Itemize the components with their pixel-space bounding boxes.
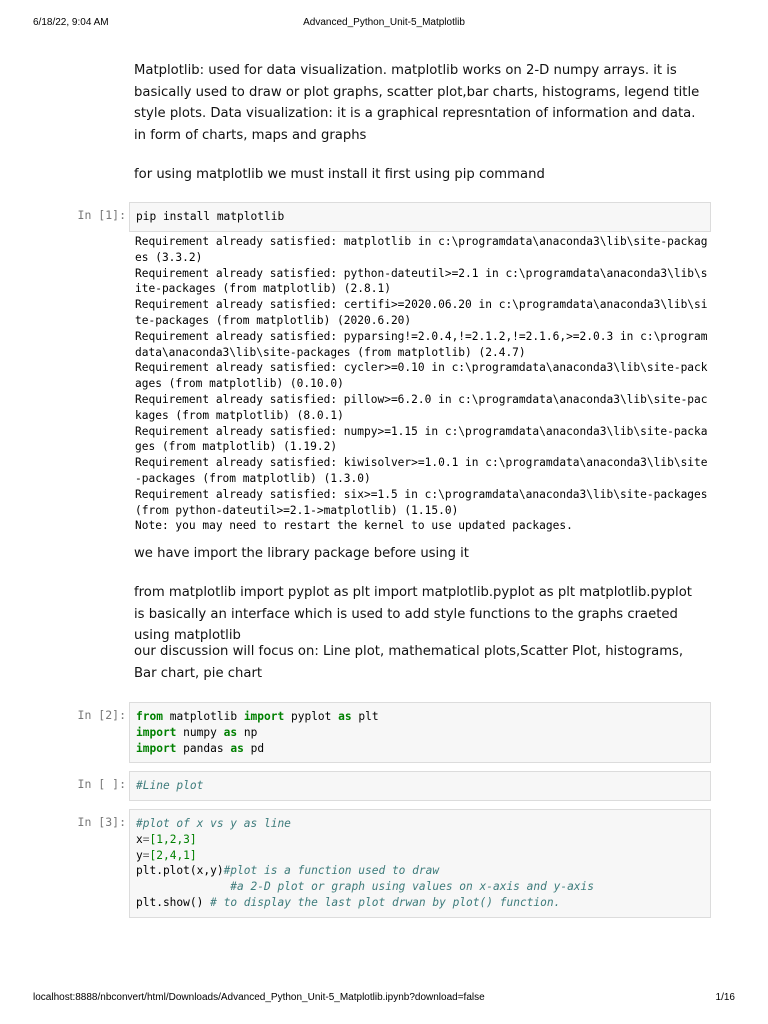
markdown-import-note: we have import the library package before using it [134, 546, 469, 561]
output-line: Requirement already satisfied: kiwisolver>=1.0.1 in c:\programdata\anaconda3\lib\site [135, 456, 708, 470]
output-line: Requirement already satisfied: pyparsing!=2.0.4,!=2.1.2,!=2.1.6,>=2.0.3 in c:\program [135, 329, 708, 343]
print-datetime: 6/18/22, 9:04 AM [33, 17, 109, 28]
output-line: kages (from matplotlib) (8.0.1) [135, 408, 344, 422]
markdown-pyplot-note: from matplotlib import pyplot as plt import matplotlib.pyplot as plt matplotlib.pyplot is basically an interface which is used to add style functions to the graphs craeted using matplotlib [134, 585, 692, 643]
output-line: es (3.3.2) [135, 250, 203, 264]
code-cell-3[interactable]: #Line plot [129, 771, 711, 801]
output-line: Requirement already satisfied: cycler>=0.10 in c:\programdata\anaconda3\lib\site-pack [135, 361, 708, 375]
output-line: Requirement already satisfied: six>=1.5 in c:\programdata\anaconda3\lib\site-packages [135, 487, 708, 501]
print-url: localhost:8888/nbconvert/html/Downloads/Advanced_Python_Unit-5_Matplotlib.ipynb?download=false [33, 992, 485, 1003]
code-text: pip install matplotlib [136, 210, 285, 223]
output-line: Note: you may need to restart the kernel to use updated packages. [135, 519, 573, 533]
cell-prompt-2: In [2]: [77, 708, 126, 722]
cell-prompt-4: In [3]: [77, 815, 126, 829]
output-line: data\anaconda3\lib\site-packages (from matplotlib) (2.4.7) [135, 345, 526, 359]
output-line: (from python-dateutil>=2.1->matplotlib) (1.15.0) [135, 503, 459, 517]
output-line: -packages (from matplotlib) (1.3.0) [135, 471, 371, 485]
code-cell-4[interactable]: #plot of x vs y as line x=[1,2,3] y=[2,4,1] plt.plot(x,y)#plot is a function used to draw #a 2-D plot or graph using values on x-axis and y-axis plt.show() # to display the last plot drwan by plot() function. [129, 809, 711, 918]
markdown-install-note: for using matplotlib we must install it first using pip command [134, 167, 545, 182]
page-number: 1/16 [715, 992, 735, 1003]
markdown-intro: Matplotlib: used for data visualization. matplotlib works on 2-D numpy arrays. it is basically used to draw or plot graphs, scatter plot,bar charts, histograms, legend title style plots. Data visualization: it is a graphical represntation of information and data. in form of charts, maps and graphs [134, 63, 700, 143]
output-line: ite-packages (from matplotlib) (2.8.1) [135, 282, 391, 296]
markdown-focus-note: our discussion will focus on: Line plot, mathematical plots,Scatter Plot, histograms, Bar chart, pie chart [134, 644, 684, 681]
output-line: Requirement already satisfied: pillow>=6.2.0 in c:\programdata\anaconda3\lib\site-pac [135, 392, 708, 406]
output-line: te-packages (from matplotlib) (2020.6.20) [135, 313, 412, 327]
output-line: Requirement already satisfied: numpy>=1.15 in c:\programdata\anaconda3\lib\site-packa [135, 424, 708, 438]
output-line: ges (from matplotlib) (1.19.2) [135, 440, 338, 454]
print-title: Advanced_Python_Unit-5_Matplotlib [303, 17, 465, 28]
output-line: Requirement already satisfied: matplotlib in c:\programdata\anaconda3\lib\site-packag [135, 235, 708, 248]
output-line: ages (from matplotlib) (0.10.0) [135, 377, 344, 391]
cell-prompt-3: In [ ]: [77, 777, 126, 791]
output-line: Requirement already satisfied: python-dateutil>=2.1 in c:\programdata\anaconda3\lib\s [135, 266, 708, 280]
code-cell-1[interactable] [129, 202, 711, 232]
output-line: Requirement already satisfied: certifi>=2020.06.20 in c:\programdata\anaconda3\lib\si [135, 298, 708, 312]
code-cell-2[interactable]: from matplotlib import pyplot as plt import numpy as np import pandas as pd [129, 702, 711, 763]
cell-output-1 [135, 234, 711, 534]
cell-prompt-1: In [1]: [77, 208, 126, 222]
